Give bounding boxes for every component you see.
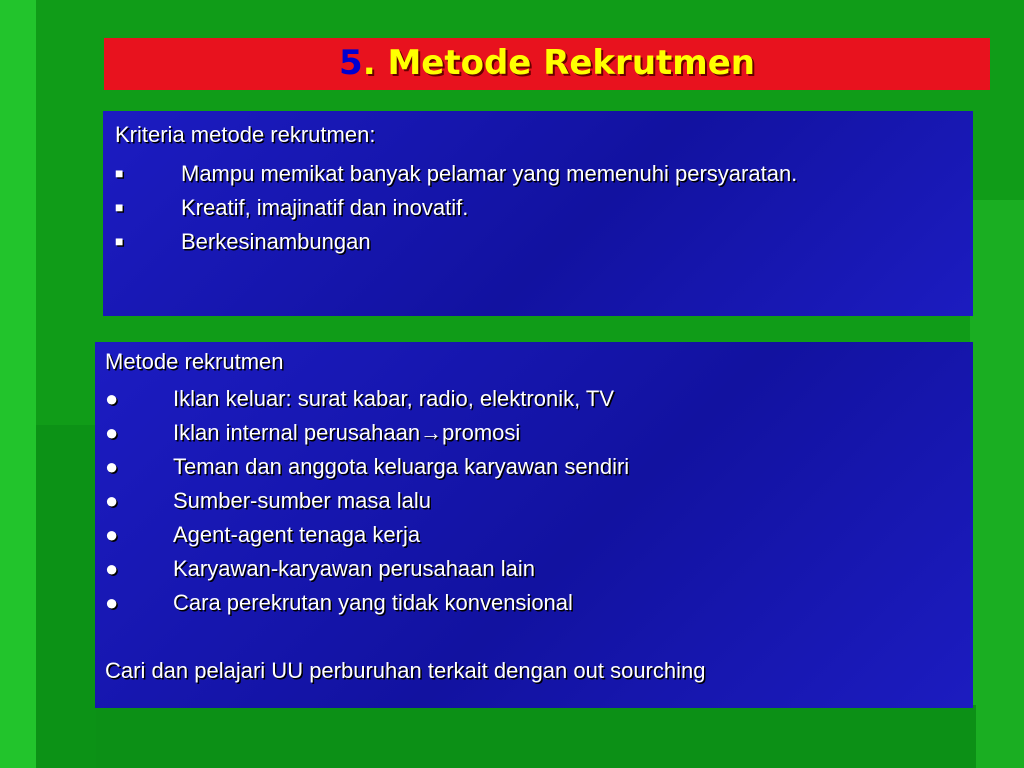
list-item-text: Mampu memikat banyak pelamar yang memenuhi persyaratan. [181,161,798,186]
round-bullet-icon: ● [105,522,119,547]
methods-heading: Metode rekrutmen [105,349,284,374]
round-bullet-icon: ● [105,556,119,581]
list-item-text: Kreatif, imajinatif dan inovatif. [181,195,469,220]
list-item [105,450,965,484]
list-item [105,484,965,518]
list-item [105,586,965,620]
list-item-text: Berkesinambungan [181,229,371,254]
criteria-heading: Kriteria metode rekrutmen: [115,122,376,147]
round-bullet-icon: ● [105,420,119,445]
list-item [115,191,965,225]
list-item-text: Karyawan-karyawan perusahaan lain [173,556,535,581]
title-text: . Metode Rekrutmen [362,43,755,83]
list-item [105,552,965,586]
criteria-list [115,157,965,259]
square-bullet-icon: ■ [115,165,124,181]
list-item-text: Agent-agent tenaga kerja [173,522,421,547]
round-bullet-icon: ● [105,488,119,513]
title-bar [104,38,990,90]
square-bullet-icon: ■ [115,199,124,215]
list-item [115,225,965,259]
slide-title [339,43,755,83]
list-item [105,518,965,552]
round-bullet-icon: ● [105,386,119,411]
criteria-panel [103,111,973,316]
background-stripe-left [0,0,36,768]
methods-panel [95,342,973,708]
methods-note: Cari dan pelajari UU perburuhan terkait dengan out sourching [105,658,706,683]
list-item [105,416,965,450]
background-block-lower-left [36,425,96,768]
list-item-text: Teman dan anggota keluarga karyawan sendiri [173,454,630,479]
list-item-text: Cara perekrutan yang tidak konvensional [173,590,573,615]
list-item [105,382,965,416]
background-block-right [970,200,1024,768]
list-item-text: Iklan keluar: surat kabar, radio, elektronik, TV [173,386,615,411]
round-bullet-icon: ● [105,590,119,615]
background-block-bottom [96,705,976,768]
list-item-text: Iklan internal perusahaan→promosi [173,420,521,445]
methods-list [105,382,965,620]
title-number: 5 [339,43,363,83]
list-item-text: Sumber-sumber masa lalu [173,488,431,513]
round-bullet-icon: ● [105,454,119,479]
list-item [115,157,965,191]
square-bullet-icon: ■ [115,233,124,249]
